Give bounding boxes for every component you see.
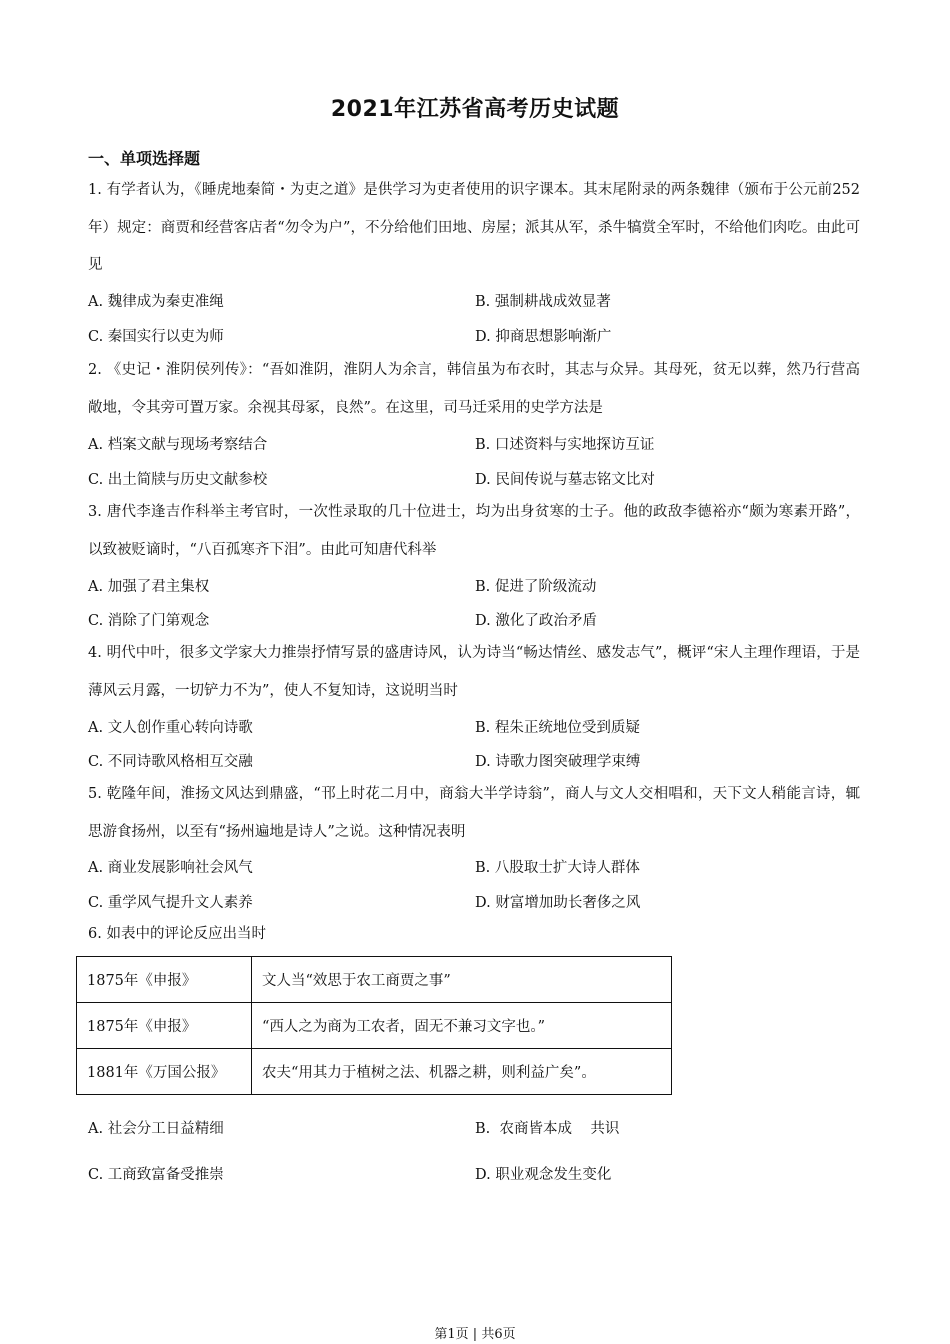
question-1-option-d: D. 抑商思想影响渐广	[475, 329, 612, 345]
question-6-table	[76, 956, 672, 1095]
table-row	[77, 957, 672, 1003]
question-2-option-d: D. 民间传说与墓志铭文比对	[475, 472, 655, 488]
question-5-option-d: D. 财富增加助长奢侈之风	[475, 895, 641, 911]
question-3-option-a: A. 加强了君主集权	[88, 579, 210, 595]
question-5-stem: 5. 乾隆年间，淮扬文风达到鼎盛，“邗上时花二月中，商翁大半学诗翁”，商人与文人交相唱和，天下文人稍能言诗，辄思游食扬州，以至有“扬州遍地是诗人”之说。这种情况表明	[88, 786, 860, 840]
question-5-option-a: A. 商业发展影响社会风气	[88, 860, 253, 876]
question-3-stem: 3. 唐代李逢吉作科举主考官时，一次性录取的几十位进士，均为出身贫寒的士子。他的政敌李德裕亦“颇为寒素开路”，以致被贬谪时，“八百孤寒齐下泪”。由此可知唐代科举	[88, 504, 860, 558]
table-cell-quote: 文人当“效思于农工商贾之事”	[252, 957, 672, 1003]
question-4-option-b: B. 程朱正统地位受到质疑	[475, 720, 640, 736]
table-cell-source: 1875年《申报》	[77, 1003, 252, 1049]
section-heading: 一、单项选择题	[88, 149, 201, 168]
question-3-option-c: C. 消除了门第观念	[88, 613, 210, 629]
page-title: 2021年江苏省高考历史试题	[330, 97, 620, 122]
question-6-option-b: B. 农商皆本成 共识	[475, 1121, 620, 1137]
question-1-option-c: C. 秦国实行以吏为师	[88, 329, 224, 345]
question-6-option-a: A. 社会分工日益精细	[88, 1121, 224, 1137]
question-1-option-b: B. 强制耕战成效显著	[475, 294, 611, 310]
question-4-option-a: A. 文人创作重心转向诗歌	[88, 720, 253, 736]
table-cell-source: 1881年《万国公报》	[77, 1049, 252, 1095]
question-2-stem: 2. 《史记・淮阴侯列传》：“吾如淮阴，淮阴人为余言，韩信虽为布衣时，其志与众异。其母死，贫无以葬，然乃行营高敞地，令其旁可置万家。余视其母冢，良然”。在这里，司马迁采用的史学方法是	[88, 362, 860, 416]
question-4-option-d: D. 诗歌力图突破理学束缚	[475, 754, 641, 770]
table-cell-quote: 农夫“用其力于植树之法、机器之耕，则利益广矣”。	[252, 1049, 672, 1095]
question-6-stem: 6. 如表中的评论反应出当时	[88, 926, 266, 942]
question-2-option-a: A. 档案文献与现场考察结合	[88, 437, 268, 453]
question-2-option-c: C. 出土简牍与历史文献参校	[88, 472, 268, 488]
page-footer: 第1页 | 共6页	[434, 1327, 516, 1342]
question-5-option-c: C. 重学风气提升文人素养	[88, 895, 253, 911]
question-3-option-d: D. 激化了政治矛盾	[475, 613, 597, 629]
question-1-stem: 1. 有学者认为，《睡虎地秦简・为吏之道》是供学习为吏者使用的识字课本。其末尾附录的两条魏律（颁布于公元前252年）规定：商贾和经营客店者“勿令为户”，不分给他们田地、房屋；派其从军，杀牛犒赏全军时，不给他们肉吃。由此可见	[88, 182, 860, 273]
table-cell-quote: “西人之为商为工农者，固无不兼习文字也。”	[252, 1003, 672, 1049]
table-row	[77, 1049, 672, 1095]
question-4-option-c: C. 不同诗歌风格相互交融	[88, 754, 253, 770]
question-6-option-d: D. 职业观念发生变化	[475, 1167, 612, 1183]
table-row	[77, 1003, 672, 1049]
question-3-option-b: B. 促进了阶级流动	[475, 579, 597, 595]
question-4-stem: 4. 明代中叶，很多文学家大力推崇抒情写景的盛唐诗风，认为诗当“畅达情丝、感发志气”，概评“宋人主理作理语，于是薄风云月露，一切铲力不为”，使人不复知诗，这说明当时	[88, 645, 860, 699]
question-2-option-b: B. 口述资料与实地探访互证	[475, 437, 655, 453]
question-6-option-c: C. 工商致富备受推崇	[88, 1167, 224, 1183]
question-1-option-a: A. 魏律成为秦吏准绳	[88, 294, 224, 310]
table-cell-source: 1875年《申报》	[77, 957, 252, 1003]
question-5-option-b: B. 八股取士扩大诗人群体	[475, 860, 640, 876]
